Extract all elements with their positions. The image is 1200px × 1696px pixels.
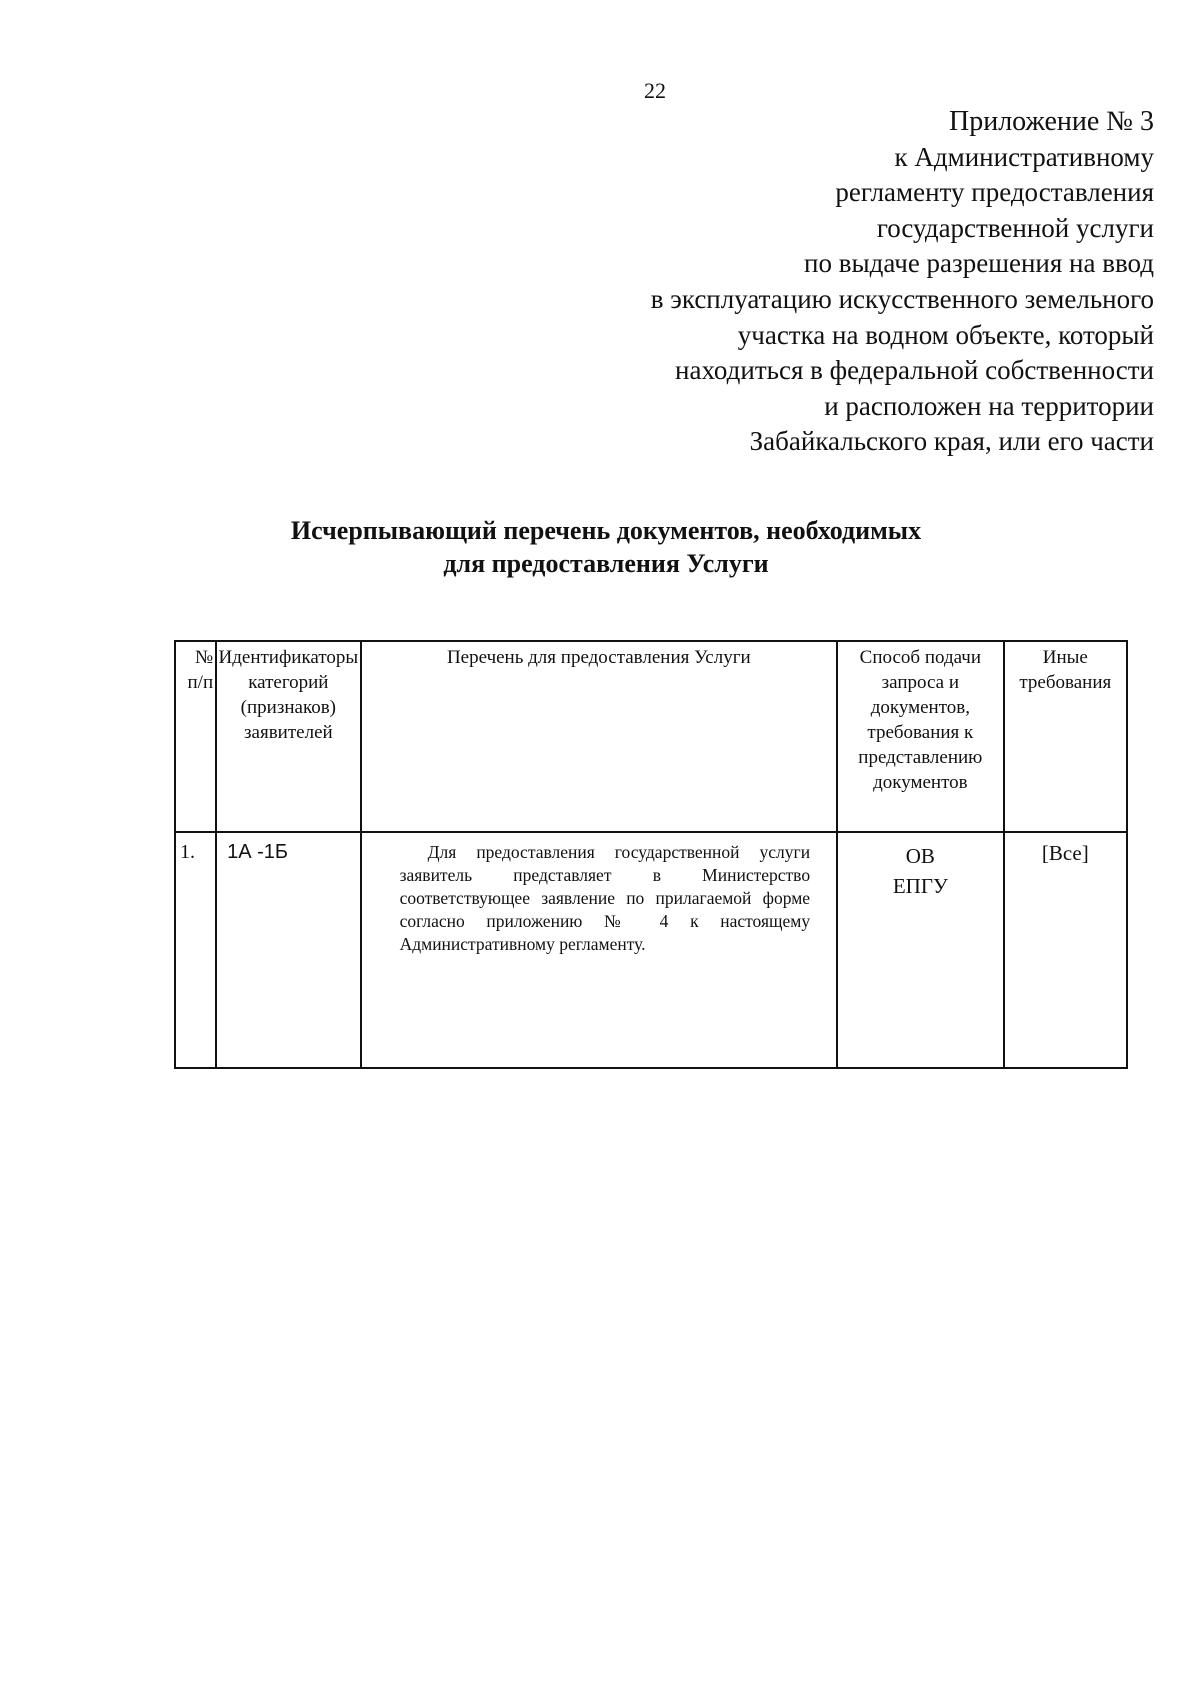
title-line: для предоставления Услуги: [443, 549, 769, 578]
appendix-line: Забайкальского края, или его части: [749, 426, 1154, 457]
appendix-line: по выдаче разрешения на ввод: [804, 248, 1154, 279]
title-line: Исчерпывающий перечень документов, необходимых: [290, 516, 922, 545]
cell-identifier: 1А -1Б: [216, 832, 360, 1068]
appendix-header: [454, 104, 1154, 460]
appendix-line: и расположен на территории: [824, 390, 1154, 421]
table-row: [175, 832, 1127, 1068]
appendix-line: к Административному: [894, 141, 1154, 172]
header-identifiers: Идентификаторы категорий (признаков) заявителей: [216, 641, 360, 832]
appendix-line: Приложение № 3: [949, 106, 1154, 137]
cell-number: 1.: [175, 832, 216, 1068]
cell-other-requirements: [Все]: [1004, 832, 1127, 1068]
cell-list: Для предоставления государственной услуги заявитель представляет в Министерство соответствующее заявление по прилагаемой форме согласно приложению № 4 к настоящему Административному регламенту.: [361, 832, 838, 1068]
page-number: 22: [644, 78, 666, 103]
appendix-line: государственной услуги: [876, 212, 1154, 243]
header-method: Способ подачи запроса и документов, требования к представлению документов: [837, 641, 1004, 832]
header-other-requirements: Иные требования: [1004, 641, 1127, 832]
appendix-line: в эксплуатацию искусственного земельного: [650, 283, 1154, 314]
documents-table: [174, 640, 1128, 1069]
appendix-line: участка на водном объекте, который: [737, 319, 1154, 350]
appendix-line: находиться в федеральной собственности: [675, 355, 1154, 386]
header-list: Перечень для предоставления Услуги: [361, 641, 838, 832]
method-item: ОВ: [905, 844, 935, 868]
header-number: № п/п: [175, 641, 216, 832]
document-title: [0, 514, 1200, 580]
cell-method: [837, 832, 1004, 1068]
method-item: ЕПГУ: [892, 874, 948, 898]
appendix-line: регламенту предоставления: [835, 177, 1154, 208]
table-header-row: [175, 641, 1127, 832]
